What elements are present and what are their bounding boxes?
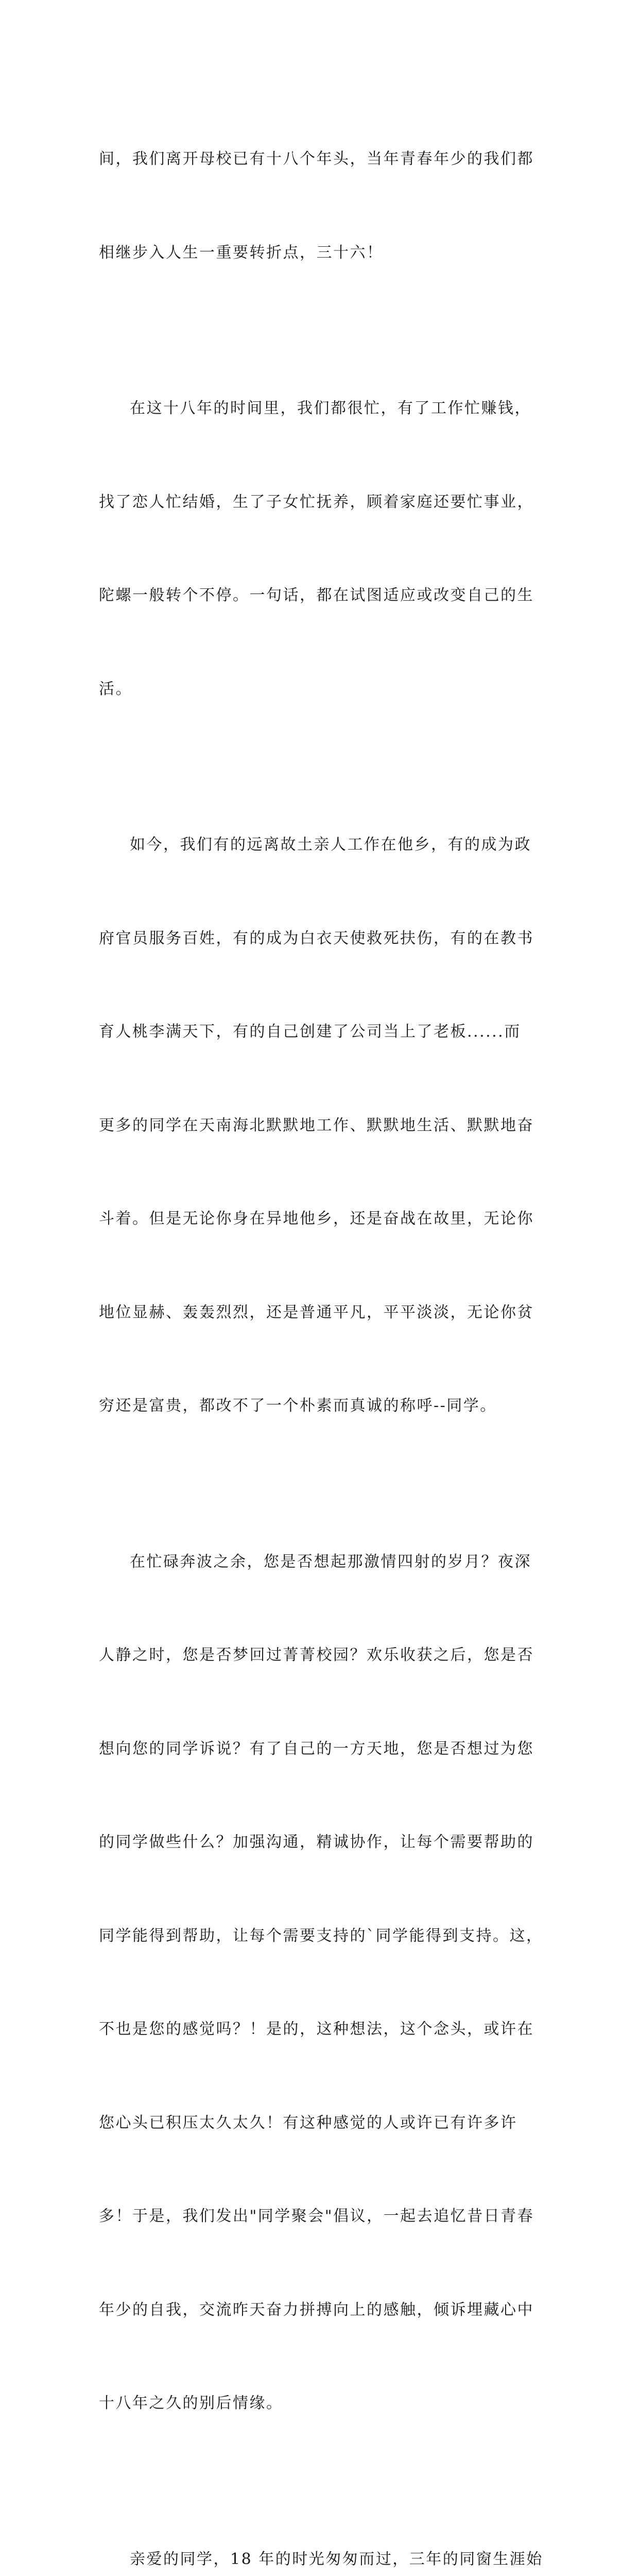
text-line: 不也是您的感觉吗？！是的，这种想法，这个念头，或许在 xyxy=(99,2014,552,2045)
text-line xyxy=(99,393,552,425)
paragraph-1 xyxy=(99,81,552,331)
text-line: 间，我们离开母校已有十八个年头，当年青春年少的我们都 xyxy=(99,144,552,175)
text-line: 找了恋人忙结婚，生了子女忙抚养，顾着家庭还要忙事业， xyxy=(99,487,552,518)
text-line: 十八年之久的别后情缘。 xyxy=(99,2388,552,2419)
paragraph-5 xyxy=(99,2482,552,2576)
text-line: 地位显赫、轰轰烈烈，还是普通平凡，平平淡淡，无论你贫 xyxy=(99,1297,552,1329)
text-line: 年少的自我，交流昨天奋力拼搏向上的感触，倾诉埋藏心中 xyxy=(99,2295,552,2326)
text-line: 想向您的同学诉说？有了自己的一方天地，您是否想过为您 xyxy=(99,1734,552,1765)
document-page xyxy=(0,0,639,904)
text-line xyxy=(99,2544,552,2575)
document-body xyxy=(99,81,552,2576)
text-line: 多！于是，我们发出"同学聚会"倡议，一起去追忆昔日青春 xyxy=(99,2201,552,2232)
text-line: 的同学做些什么？加强沟通，精诚协作，让每个需要帮助的 xyxy=(99,1827,552,1858)
paragraph-3 xyxy=(99,767,552,1484)
text-line-content: 如今，我们有的远离故土亲人工作在他乡，有的成为政 xyxy=(130,836,531,854)
text-line: 更多的同学在天南海北默默地工作、默默地生活、默默地奋 xyxy=(99,1110,552,1142)
text-line: 府官员服务百姓，有的成为白衣天使救死扶伤，有的在教书 xyxy=(99,923,552,955)
text-line: 陀螺一般转个不停。一句话，都在试图适应或改变自己的生 xyxy=(99,580,552,612)
text-line xyxy=(99,829,552,861)
text-line-content: 亲爱的同学，18 年的时光匆匆而过，三年的同窗生涯始 xyxy=(130,2550,543,2568)
text-line: 人静之时，您是否梦回过菁菁校园？欢乐收获之后，您是否 xyxy=(99,1640,552,1671)
text-line: 活。 xyxy=(99,674,552,705)
text-line: 您心头已积压太久太久！有这种感觉的人或许已有许多许 xyxy=(99,2108,552,2139)
text-line: 育人桃李满天下，有的自己创建了公司当上了老板......而 xyxy=(99,1016,552,1048)
text-line xyxy=(99,1547,552,1578)
paragraph-2 xyxy=(99,331,552,767)
text-line-content: 在这十八年的时间里，我们都很忙，有了工作忙赚钱， xyxy=(130,399,531,417)
text-line: 相继步入人生一重要转折点，三十六！ xyxy=(99,238,552,269)
text-line: 同学能得到帮助，让每个需要支持的`同学能得到支持。这， xyxy=(99,1921,552,1952)
text-line: 斗着。但是无论你身在异地他乡，还是奋战在故里，无论你 xyxy=(99,1204,552,1235)
text-line: 穷还是富贵，都改不了一个朴素而真诚的称呼--同学。 xyxy=(99,1391,552,1422)
text-line-content: 在忙碌奔波之余，您是否想起那激情四射的岁月？夜深 xyxy=(130,1553,531,1571)
paragraph-4 xyxy=(99,1484,552,2482)
